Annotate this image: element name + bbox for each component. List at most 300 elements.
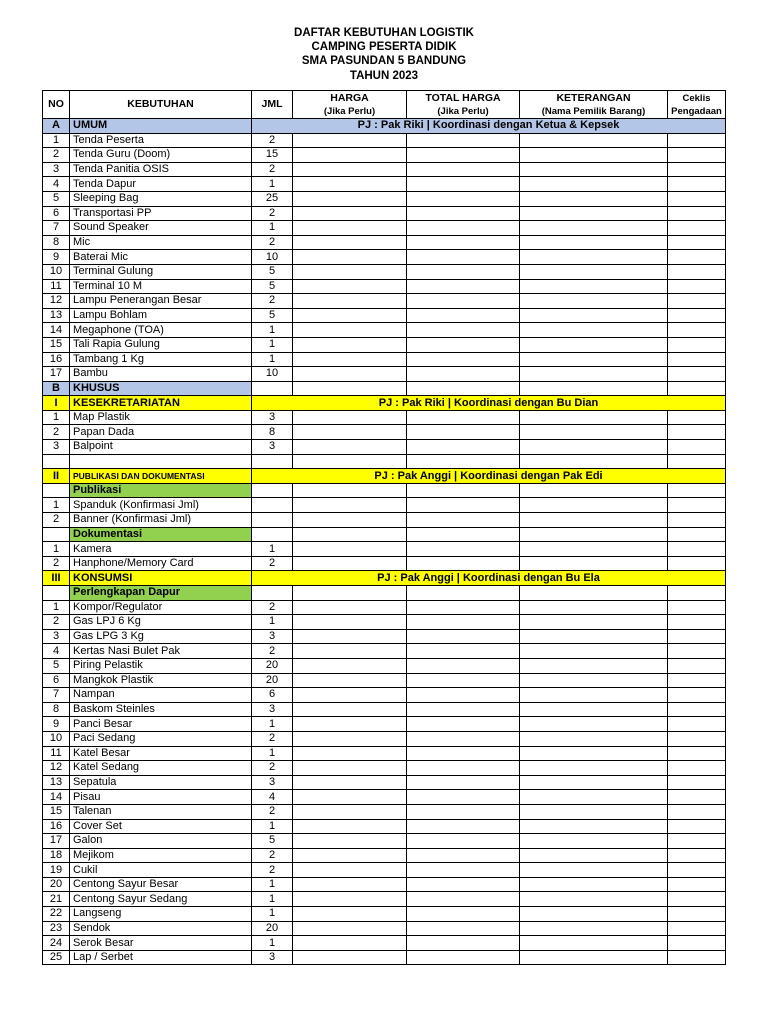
table-row	[43, 162, 726, 177]
item-jml: 2	[252, 804, 293, 819]
item-jml: 1	[252, 746, 293, 761]
item-name: Talenan	[70, 804, 252, 819]
item-harga	[293, 819, 407, 834]
table-row	[43, 323, 726, 338]
item-name: Spanduk (Konfirmasi Jml)	[70, 498, 252, 513]
section-row	[43, 381, 726, 396]
item-name: Bambu	[70, 367, 252, 382]
item-name: Lampu Bohlam	[70, 308, 252, 323]
item-harga	[293, 454, 407, 469]
item-no	[43, 454, 70, 469]
header-harga	[293, 91, 407, 119]
item-name: Serok Besar	[70, 936, 252, 951]
table-row	[43, 235, 726, 250]
item-name: Tambang 1 Kg	[70, 352, 252, 367]
table-row	[43, 308, 726, 323]
item-harga	[293, 498, 407, 513]
item-no: 3	[43, 440, 70, 455]
item-ceklis	[668, 308, 726, 323]
item-jml: 25	[252, 191, 293, 206]
item-name: Terminal Gulung	[70, 264, 252, 279]
item-name: Megaphone (TOA)	[70, 323, 252, 338]
item-ceklis	[668, 907, 726, 922]
item-harga	[293, 483, 407, 498]
table-row	[43, 440, 726, 455]
item-jml: 1	[252, 819, 293, 834]
item-total	[407, 337, 520, 352]
table-row	[43, 892, 726, 907]
item-keterangan	[520, 483, 668, 498]
item-no: 2	[43, 513, 70, 528]
table-row	[43, 877, 726, 892]
section-pj: PJ : Pak Anggi | Koordinasi dengan Bu Ela	[252, 571, 726, 586]
section-no: I	[43, 396, 70, 411]
subsection-no	[43, 586, 70, 601]
item-keterangan	[520, 527, 668, 542]
item-ceklis	[668, 513, 726, 528]
item-no: 12	[43, 294, 70, 309]
table-row	[43, 250, 726, 265]
table-row	[43, 848, 726, 863]
item-harga	[293, 702, 407, 717]
table-row	[43, 804, 726, 819]
item-jml: 1	[252, 542, 293, 557]
item-total	[407, 308, 520, 323]
item-total	[407, 731, 520, 746]
item-jml: 1	[252, 221, 293, 236]
item-no: 19	[43, 863, 70, 878]
subsection-name: Perlengkapan Dapur	[70, 586, 252, 601]
item-ceklis	[668, 148, 726, 163]
item-ceklis	[668, 454, 726, 469]
table-row	[43, 294, 726, 309]
item-ceklis	[668, 702, 726, 717]
item-keterangan	[520, 454, 668, 469]
item-ceklis	[668, 746, 726, 761]
item-name: Balpoint	[70, 440, 252, 455]
logistics-table	[42, 90, 726, 965]
item-jml: 6	[252, 688, 293, 703]
header-ceklis	[668, 91, 726, 119]
item-keterangan	[520, 804, 668, 819]
item-keterangan	[520, 790, 668, 805]
item-ceklis	[668, 235, 726, 250]
item-harga	[293, 746, 407, 761]
item-total	[407, 863, 520, 878]
item-jml: 2	[252, 848, 293, 863]
section-name: KESEKRETARIATAN	[70, 396, 252, 411]
item-harga	[293, 892, 407, 907]
item-no: 1	[43, 600, 70, 615]
item-jml: 1	[252, 323, 293, 338]
item-harga	[293, 352, 407, 367]
item-keterangan	[520, 673, 668, 688]
item-jml: 5	[252, 279, 293, 294]
table-row	[43, 221, 726, 236]
header-ceklis-label: Ceklis	[682, 92, 711, 104]
item-name	[70, 454, 252, 469]
item-total	[407, 454, 520, 469]
item-ceklis	[668, 206, 726, 221]
table-row	[43, 148, 726, 163]
item-harga	[293, 279, 407, 294]
item-ceklis	[668, 542, 726, 557]
item-name: Mejikom	[70, 848, 252, 863]
item-harga	[293, 907, 407, 922]
item-no: 16	[43, 352, 70, 367]
table-row	[43, 556, 726, 571]
item-name: Sepatula	[70, 775, 252, 790]
table-row	[43, 775, 726, 790]
table-row	[43, 352, 726, 367]
item-name: Mic	[70, 235, 252, 250]
header-harga-sub: (Jika Perlu)	[323, 105, 376, 117]
item-ceklis	[668, 410, 726, 425]
item-harga	[293, 863, 407, 878]
section-pj: PJ : Pak Riki | Koordinasi dengan Bu Dian	[252, 396, 726, 411]
item-jml: 3	[252, 410, 293, 425]
item-harga	[293, 834, 407, 849]
item-harga	[293, 644, 407, 659]
item-harga	[293, 600, 407, 615]
item-ceklis	[668, 425, 726, 440]
section-pj: PJ : Pak Anggi | Koordinasi dengan Pak Edi	[252, 469, 726, 484]
item-harga	[293, 264, 407, 279]
item-harga	[293, 921, 407, 936]
item-no: 8	[43, 702, 70, 717]
table-row	[43, 658, 726, 673]
item-jml: 20	[252, 673, 293, 688]
table-header-row	[43, 91, 726, 119]
item-ceklis	[668, 863, 726, 878]
item-ceklis	[668, 731, 726, 746]
item-jml: 3	[252, 950, 293, 965]
item-harga	[293, 308, 407, 323]
item-jml: 20	[252, 921, 293, 936]
item-jml: 8	[252, 425, 293, 440]
item-total	[407, 629, 520, 644]
item-total	[407, 542, 520, 557]
item-keterangan	[520, 600, 668, 615]
item-keterangan	[520, 863, 668, 878]
item-harga	[293, 790, 407, 805]
item-keterangan	[520, 731, 668, 746]
item-ceklis	[668, 177, 726, 192]
item-total	[407, 264, 520, 279]
item-keterangan	[520, 498, 668, 513]
item-total	[407, 556, 520, 571]
item-ceklis	[668, 294, 726, 309]
item-name: Kompor/Regulator	[70, 600, 252, 615]
item-no: 6	[43, 206, 70, 221]
item-keterangan	[520, 907, 668, 922]
table-row	[43, 921, 726, 936]
item-ceklis	[668, 877, 726, 892]
section-no: A	[43, 119, 70, 134]
table-row	[43, 615, 726, 630]
item-total	[407, 834, 520, 849]
item-total	[407, 673, 520, 688]
item-jml: 1	[252, 337, 293, 352]
item-no: 5	[43, 191, 70, 206]
item-ceklis	[668, 191, 726, 206]
item-total	[407, 804, 520, 819]
item-total	[407, 250, 520, 265]
item-total	[407, 513, 520, 528]
item-keterangan	[520, 206, 668, 221]
item-keterangan	[520, 615, 668, 630]
table-row	[43, 279, 726, 294]
item-no: 23	[43, 921, 70, 936]
item-keterangan	[520, 235, 668, 250]
item-no: 2	[43, 615, 70, 630]
item-keterangan	[520, 425, 668, 440]
item-jml: 2	[252, 644, 293, 659]
item-total	[407, 381, 520, 396]
subsection-row	[43, 586, 726, 601]
item-jml	[252, 483, 293, 498]
item-keterangan	[520, 221, 668, 236]
item-keterangan	[520, 191, 668, 206]
item-no: 17	[43, 367, 70, 382]
table-row	[43, 731, 726, 746]
item-jml: 2	[252, 761, 293, 776]
item-harga	[293, 673, 407, 688]
item-keterangan	[520, 410, 668, 425]
item-keterangan	[520, 162, 668, 177]
item-harga	[293, 381, 407, 396]
item-jml: 3	[252, 440, 293, 455]
item-total	[407, 936, 520, 951]
item-harga	[293, 586, 407, 601]
item-harga	[293, 542, 407, 557]
item-ceklis	[668, 761, 726, 776]
item-harga	[293, 148, 407, 163]
item-name: Gas LPG 3 Kg	[70, 629, 252, 644]
item-total	[407, 133, 520, 148]
item-name: Cukil	[70, 863, 252, 878]
item-no: 4	[43, 177, 70, 192]
item-total	[407, 323, 520, 338]
item-jml: 3	[252, 702, 293, 717]
item-no: 9	[43, 250, 70, 265]
item-ceklis	[668, 381, 726, 396]
table-row	[43, 264, 726, 279]
item-ceklis	[668, 264, 726, 279]
item-total	[407, 819, 520, 834]
item-keterangan	[520, 440, 668, 455]
item-keterangan	[520, 133, 668, 148]
table-row	[43, 600, 726, 615]
item-name: Katel Besar	[70, 746, 252, 761]
item-harga	[293, 294, 407, 309]
item-total	[407, 775, 520, 790]
item-name: Baterai Mic	[70, 250, 252, 265]
item-ceklis	[668, 527, 726, 542]
item-jml: 2	[252, 206, 293, 221]
subsection-row	[43, 527, 726, 542]
item-harga	[293, 133, 407, 148]
item-total	[407, 848, 520, 863]
item-no: 8	[43, 235, 70, 250]
item-no: 1	[43, 410, 70, 425]
item-harga	[293, 950, 407, 965]
item-ceklis	[668, 323, 726, 338]
item-ceklis	[668, 629, 726, 644]
item-ceklis	[668, 483, 726, 498]
item-jml: 2	[252, 235, 293, 250]
item-harga	[293, 235, 407, 250]
item-keterangan	[520, 177, 668, 192]
item-name: Centong Sayur Besar	[70, 877, 252, 892]
item-harga	[293, 250, 407, 265]
item-keterangan	[520, 279, 668, 294]
item-name: Map Plastik	[70, 410, 252, 425]
item-no: 18	[43, 848, 70, 863]
item-total	[407, 367, 520, 382]
item-no: 6	[43, 673, 70, 688]
item-harga	[293, 688, 407, 703]
item-keterangan	[520, 644, 668, 659]
item-keterangan	[520, 746, 668, 761]
item-no: 9	[43, 717, 70, 732]
item-ceklis	[668, 936, 726, 951]
item-ceklis	[668, 950, 726, 965]
header-total-sub: (Jika Perlu)	[437, 105, 489, 117]
item-no: 5	[43, 658, 70, 673]
item-no: 15	[43, 337, 70, 352]
item-keterangan	[520, 556, 668, 571]
item-keterangan	[520, 950, 668, 965]
table-row	[43, 717, 726, 732]
item-name: Sendok	[70, 921, 252, 936]
item-name: Centong Sayur Sedang	[70, 892, 252, 907]
item-name: Tenda Guru (Doom)	[70, 148, 252, 163]
item-jml: 20	[252, 658, 293, 673]
item-name: Nampan	[70, 688, 252, 703]
item-jml: 5	[252, 834, 293, 849]
item-keterangan	[520, 586, 668, 601]
header-kebutuhan: KEBUTUHAN	[70, 91, 252, 119]
item-keterangan	[520, 936, 668, 951]
item-total	[407, 425, 520, 440]
item-name: Katel Sedang	[70, 761, 252, 776]
item-name: Piring Pelastik	[70, 658, 252, 673]
item-harga	[293, 761, 407, 776]
item-no: 7	[43, 221, 70, 236]
table-row	[43, 629, 726, 644]
item-ceklis	[668, 717, 726, 732]
item-keterangan	[520, 761, 668, 776]
item-jml	[252, 586, 293, 601]
item-jml: 1	[252, 936, 293, 951]
item-ceklis	[668, 658, 726, 673]
item-no: 4	[43, 644, 70, 659]
item-no: 12	[43, 761, 70, 776]
item-total	[407, 892, 520, 907]
item-total	[407, 717, 520, 732]
table-row	[43, 688, 726, 703]
item-jml: 1	[252, 352, 293, 367]
subsection-name: Publikasi	[70, 483, 252, 498]
header-keterangan-label: KETERANGAN	[556, 91, 631, 104]
item-no: 24	[43, 936, 70, 951]
item-keterangan	[520, 848, 668, 863]
table-row	[43, 177, 726, 192]
item-name: Panci Besar	[70, 717, 252, 732]
header-harga-label: HARGA	[330, 91, 369, 104]
item-no: 20	[43, 877, 70, 892]
item-keterangan	[520, 308, 668, 323]
item-no: 3	[43, 162, 70, 177]
item-keterangan	[520, 323, 668, 338]
header-no: NO	[43, 91, 70, 119]
item-total	[407, 221, 520, 236]
item-harga	[293, 410, 407, 425]
item-keterangan	[520, 337, 668, 352]
section-name: PUBLIKASI DAN DOKUMENTASI	[70, 469, 252, 484]
item-jml: 4	[252, 790, 293, 805]
header-total-label: TOTAL HARGA	[425, 91, 501, 104]
item-jml: 2	[252, 294, 293, 309]
item-no: 3	[43, 629, 70, 644]
item-name: Tali Rapia Gulung	[70, 337, 252, 352]
item-total	[407, 688, 520, 703]
doc-title-line-4: TAHUN 2023	[349, 70, 419, 82]
item-keterangan	[520, 717, 668, 732]
item-name: Pisau	[70, 790, 252, 805]
item-harga	[293, 162, 407, 177]
table-row	[43, 367, 726, 382]
item-jml	[252, 527, 293, 542]
item-name: Paci Sedang	[70, 731, 252, 746]
item-total	[407, 148, 520, 163]
item-jml	[252, 454, 293, 469]
item-name: Kamera	[70, 542, 252, 557]
item-total	[407, 527, 520, 542]
item-name: Kertas Nasi Bulet Pak	[70, 644, 252, 659]
item-no: 22	[43, 907, 70, 922]
item-ceklis	[668, 615, 726, 630]
item-no: 25	[43, 950, 70, 965]
table-row	[43, 863, 726, 878]
item-jml: 3	[252, 775, 293, 790]
item-ceklis	[668, 834, 726, 849]
item-total	[407, 950, 520, 965]
item-harga	[293, 440, 407, 455]
item-ceklis	[668, 790, 726, 805]
item-name: Galon	[70, 834, 252, 849]
item-harga	[293, 717, 407, 732]
item-ceklis	[668, 644, 726, 659]
item-no: 11	[43, 279, 70, 294]
table-row	[43, 644, 726, 659]
item-harga	[293, 221, 407, 236]
item-jml: 1	[252, 877, 293, 892]
item-ceklis	[668, 673, 726, 688]
item-no: 10	[43, 731, 70, 746]
item-harga	[293, 206, 407, 221]
header-total-harga	[407, 91, 520, 119]
item-keterangan	[520, 629, 668, 644]
item-jml: 2	[252, 731, 293, 746]
item-name: Terminal 10 M	[70, 279, 252, 294]
item-jml: 2	[252, 556, 293, 571]
item-ceklis	[668, 892, 726, 907]
item-name: Tenda Panitia OSIS	[70, 162, 252, 177]
item-harga	[293, 367, 407, 382]
table-row	[43, 337, 726, 352]
